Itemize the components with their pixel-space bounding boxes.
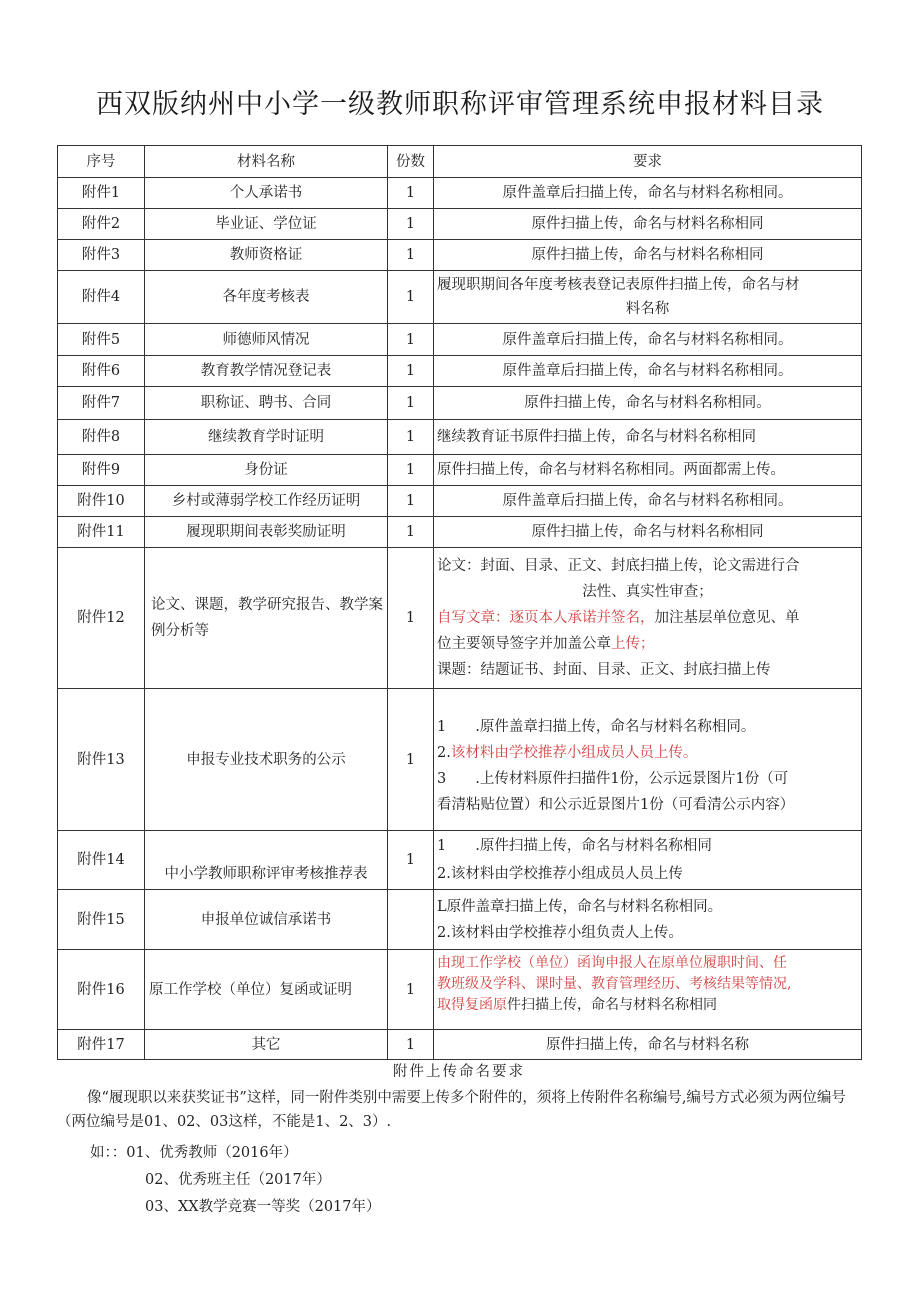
row-no: 附件3 [58, 240, 145, 271]
row-count: 1 [388, 271, 434, 324]
row-req [434, 689, 862, 831]
req-line: 2.该材料由学校推荐小组负责人上传。 [437, 924, 683, 941]
req-red-text: 自写文章：逐页本人承诺并签名， [437, 610, 655, 626]
req-red-text: 该材料由学校推荐小组成员人员上传。 [450, 745, 698, 761]
table-row [58, 178, 862, 209]
row-no: 附件13 [58, 689, 145, 831]
header-count: 份数 [388, 146, 434, 178]
table-row [58, 548, 862, 689]
row-req [434, 950, 862, 1030]
req-line: 3 .上传材料原件扫描件1份，公示远景图片1份（可 [437, 771, 789, 787]
row-req: 原件扫描上传，命名与材料名称相同 [434, 240, 862, 271]
row-no: 附件9 [58, 455, 145, 486]
row-no: 附件8 [58, 420, 145, 455]
row-name: 申报单位诚信承诺书 [145, 890, 388, 950]
req-text: 加注基层单位意见、单 [654, 610, 800, 626]
req-text: 2. [437, 745, 451, 761]
row-no: 附件6 [58, 356, 145, 387]
row-count: 1 [388, 689, 434, 831]
header-req: 要求 [434, 146, 862, 178]
table-row [58, 324, 862, 356]
row-req: 原件盖章后扫描上传，命名与材料名称相同。 [434, 356, 862, 387]
row-count: 1 [388, 240, 434, 271]
table-row [58, 831, 862, 890]
row-no: 附件11 [58, 517, 145, 548]
row-count: 1 [388, 324, 434, 356]
row-name: 其它 [145, 1030, 388, 1060]
row-req: 原件扫描上传，命名与材料名称 [434, 1030, 862, 1060]
row-req [434, 831, 862, 890]
table-row [58, 517, 862, 548]
row-count: 1 [388, 387, 434, 420]
row-req: 原件盖章后扫描上传，命名与材料名称相同。 [434, 178, 862, 209]
req-red-text: 教班级及学科、课时量、教育管理经历、考核结果等情况, [437, 976, 792, 992]
table-row [58, 420, 862, 455]
table-row [58, 1030, 862, 1060]
req-line: 1 .原件盖章扫描上传，命名与材料名称相同。 [437, 719, 756, 735]
footer-example-1: 如：：01、优秀教师（2016年） [90, 1145, 298, 1161]
row-name: 毕业证、学位证 [145, 209, 388, 240]
row-count: 1 [388, 356, 434, 387]
row-name: 论文、课题，教学研究报告、教学案例分析等 [145, 548, 388, 689]
header-no: 序号 [58, 146, 145, 178]
footer-paragraph: 像“履现职以来获奖证书”这样，同一附件类别中需要上传多个附件的，须将上传附件名称编号,编号方式必须为两位编号（两位编号是01、02、03这样，不能是1、2、3）. [57, 1090, 846, 1130]
row-name: 申报专业技术职务的公示 [145, 689, 388, 831]
header-name: 材料名称 [145, 146, 388, 178]
row-count: 1 [388, 420, 434, 455]
table-row [58, 689, 862, 831]
req-red-text: 由现工作学校（单位）函询申报人在原单位履职时间、任 [437, 955, 787, 971]
row-req [434, 890, 862, 950]
req-text: 件扫描上传，命名与材料名称相同 [507, 997, 717, 1013]
row-count: 1 [388, 209, 434, 240]
req-red-text: 上传； [611, 636, 655, 652]
table-header-row [58, 146, 862, 178]
row-no: 附件1 [58, 178, 145, 209]
row-no: 附件7 [58, 387, 145, 420]
row-no: 附件15 [58, 890, 145, 950]
row-req: 原件扫描上传，命名与材料名称相同 [434, 517, 862, 548]
req-line: 看清粘贴位置）和公示近景图片1份（可看清公示内容） [437, 797, 795, 813]
req-line: 2.该材料由学校推荐小组成员人员上传 [437, 866, 683, 882]
table-row [58, 455, 862, 486]
req-line: 履现职期间各年度考核表登记表原件扫描上传，命名与材 [437, 277, 800, 293]
req-line: 课题：结题证书、封面、目录、正文、封底扫描上传 [437, 662, 771, 678]
row-name: 个人承诺书 [145, 178, 388, 209]
row-req: 原件盖章后扫描上传，命名与材料名称相同。 [434, 324, 862, 356]
row-name: 职称证、聘书、合同 [145, 387, 388, 420]
row-no: 附件12 [58, 548, 145, 689]
req-line [437, 995, 858, 1016]
row-count: 1 [388, 831, 434, 890]
table-row [58, 890, 862, 950]
footer-example-3: 03、XX教学竞赛一等奖（2017年） [145, 1199, 381, 1215]
row-req: 原件扫描上传，命名与材料名称相同 [434, 209, 862, 240]
req-red-text: 取得复函原 [437, 997, 507, 1013]
row-no: 附件16 [58, 950, 145, 1030]
table-row [58, 271, 862, 324]
row-count: 1 [388, 950, 434, 1030]
req-line: 1 .原件扫描上传，命名与材料名称相同 [437, 838, 712, 854]
row-req: 原件扫描上传，命名与材料名称相同。两面都需上传。 [434, 455, 862, 486]
row-name: 师德师风情况 [145, 324, 388, 356]
row-count: 1 [388, 486, 434, 517]
row-name: 各年度考核表 [145, 271, 388, 324]
row-name: 继续教育学时证明 [145, 420, 388, 455]
req-line [437, 605, 858, 631]
req-line: 料名称 [625, 301, 670, 317]
row-count: 1 [388, 178, 434, 209]
row-count [388, 890, 434, 950]
table-row [58, 209, 862, 240]
req-line: 论文：封面、目录、正文、封底扫描上传，论文需进行合 [437, 558, 800, 574]
req-line: 法性、真实性审查； [582, 584, 713, 600]
row-no: 附件10 [58, 486, 145, 517]
footer-example-2: 02、优秀班主任（2017年） [145, 1172, 331, 1188]
req-text: 位主要领导签字并加盖公章 [437, 636, 611, 652]
row-name: 乡村或薄弱学校工作经历证明 [145, 486, 388, 517]
table-row [58, 486, 862, 517]
row-req: 原件扫描上传，命名与材料名称相同。 [434, 387, 862, 420]
table-row [58, 240, 862, 271]
table-row [58, 950, 862, 1030]
req-line [437, 631, 858, 657]
row-count: 1 [388, 517, 434, 548]
row-name: 履现职期间表彰奖励证明 [145, 517, 388, 548]
row-req [434, 548, 862, 689]
row-no: 附件5 [58, 324, 145, 356]
req-line: L原件盖章扫描上传，命名与材料名称相同。 [437, 898, 723, 915]
row-req: 继续教育证书原件扫描上传，命名与材料名称相同 [434, 420, 862, 455]
row-name: 身份证 [145, 455, 388, 486]
row-name: 教育教学情况登记表 [145, 356, 388, 387]
row-count: 1 [388, 548, 434, 689]
row-count: 1 [388, 1030, 434, 1060]
footer-title: 附件上传命名要求 [393, 1064, 525, 1080]
req-line [437, 740, 858, 766]
row-name: 中小学教师职称评审考核推荐表 [145, 831, 388, 890]
row-name: 原工作学校（单位）复函或证明 [145, 950, 388, 1030]
row-no: 附件14 [58, 831, 145, 890]
row-count: 1 [388, 455, 434, 486]
row-no: 附件4 [58, 271, 145, 324]
page-title: 西双版纳州中小学一级教师职称评审管理系统申报材料目录 [96, 89, 824, 120]
row-req: 原件盖章后扫描上传，命名与材料名称相同。 [434, 486, 862, 517]
materials-table [57, 145, 862, 1060]
row-req [434, 271, 862, 324]
row-no: 附件17 [58, 1030, 145, 1060]
row-no: 附件2 [58, 209, 145, 240]
table-row [58, 356, 862, 387]
table-row [58, 387, 862, 420]
row-name: 教师资格证 [145, 240, 388, 271]
